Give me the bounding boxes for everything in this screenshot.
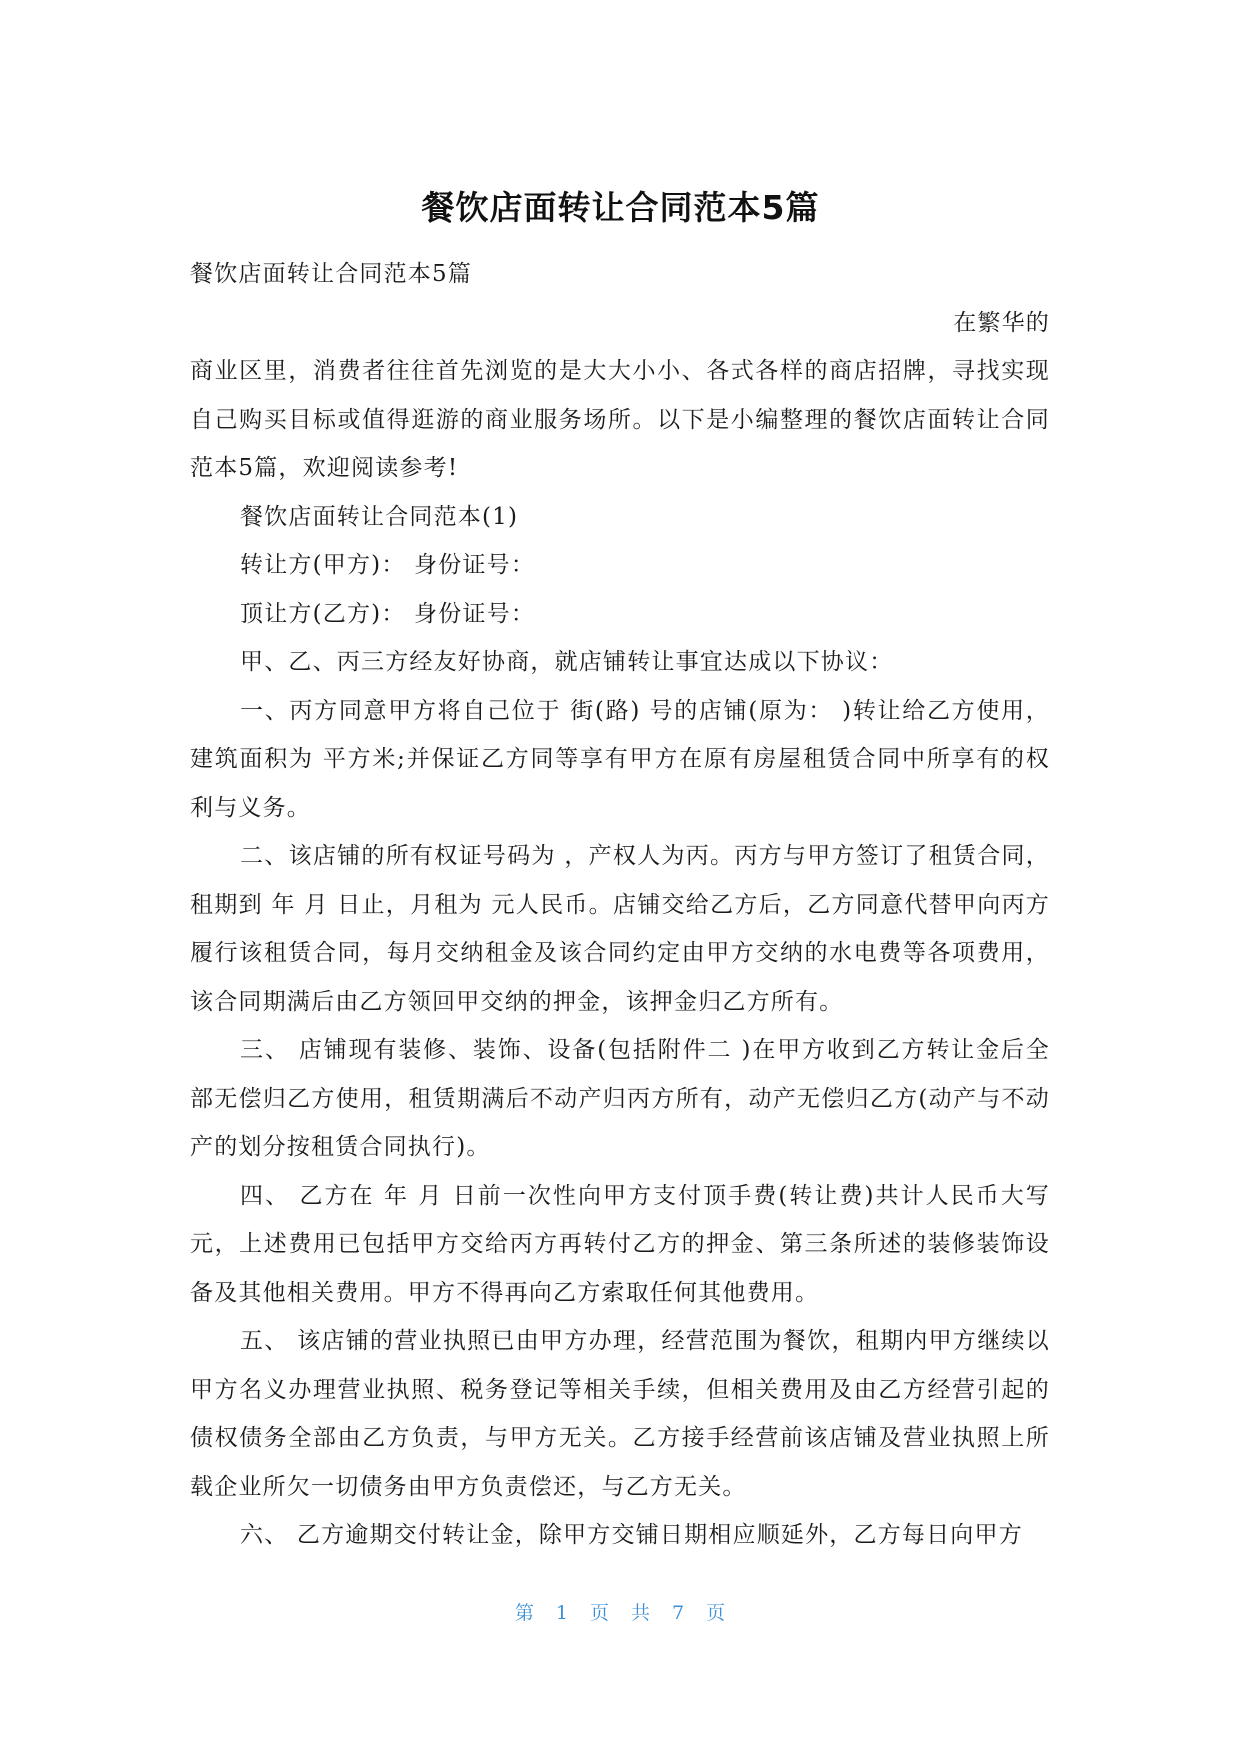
clause-5: 五、 该店铺的营业执照已由甲方办理，经营范围为餐饮，租期内甲方继续以甲方名义办理营业执照、税务登记等相关手续，但相关费用及由乙方经营引起的债权债务全部由乙方负责，与甲方无关。乙方接手经营前该店铺及营业执照上所载企业所欠一切债务由甲方负责偿还，与乙方无关。: [190, 1328, 1050, 1500]
clause-1: 一、丙方同意甲方将自己位于 街(路) 号的店铺(原为： )转让给乙方使用，建筑面积为 平方米;并保证乙方同等享有甲方在原有房屋租赁合同中所享有的权利与义务。: [190, 697, 1050, 821]
intro-lead: 在繁华的: [953, 309, 1050, 336]
page-number-footer: 第 1 页 共 7 页: [514, 1602, 727, 1624]
party-a-line: 转让方(甲方)： 身份证号：: [240, 552, 536, 578]
clause-2: 二、该店铺的所有权证号码为 ，产权人为丙。丙方与甲方签订了租赁合同，租期到 年 月 日止，月租为 元人民币。店铺交给乙方后，乙方同意代替甲向丙方履行该租赁合同，每月交纳租金及该合同约定由甲方交纳的水电费等各项费用，该合同期满后由乙方领回甲交纳的押金，该押金归乙方所有。: [190, 843, 1050, 1015]
document-title: 餐饮店面转让合同范本5篇: [421, 188, 820, 227]
intro-paragraph: 商业区里，消费者往往首先浏览的是大大小小、各式各样的商店招牌，寻找实现自己购买目标或值得逛游的商业服务场所。以下是小编整理的餐饮店面转让合同范本5篇，欢迎阅读参考!: [190, 358, 1050, 481]
contract-heading: 餐饮店面转让合同范本(1): [240, 503, 519, 530]
agreement-preamble: 甲、乙、丙三方经友好协商，就店铺转让事宜达成以下协议：: [240, 649, 894, 675]
party-b-line: 顶让方(乙方)： 身份证号：: [240, 600, 536, 627]
document-subtitle: 餐饮店面转让合同范本5篇: [190, 261, 473, 287]
clause-4: 四、 乙方在 年 月 日前一次性向甲方支付顶手费(转让费)共计人民币大写 元，上述费用已包括甲方交给丙方再转付乙方的押金、第三条所述的装修装饰设备及其他相关费用。甲方不得再向乙方索取任何其他费用。: [190, 1182, 1050, 1306]
clause-3: 三、 店铺现有装修、装饰、设备(包括附件二 )在甲方收到乙方转让金后全部无偿归乙方使用，租赁期满后不动产归丙方所有，动产无偿归乙方(动产与不动产的划分按租赁合同执行)。: [190, 1037, 1050, 1160]
clause-6: 六、 乙方逾期交付转让金，除甲方交铺日期相应顺延外，乙方每日向甲方: [240, 1522, 1023, 1548]
document-body: [190, 250, 1050, 1560]
